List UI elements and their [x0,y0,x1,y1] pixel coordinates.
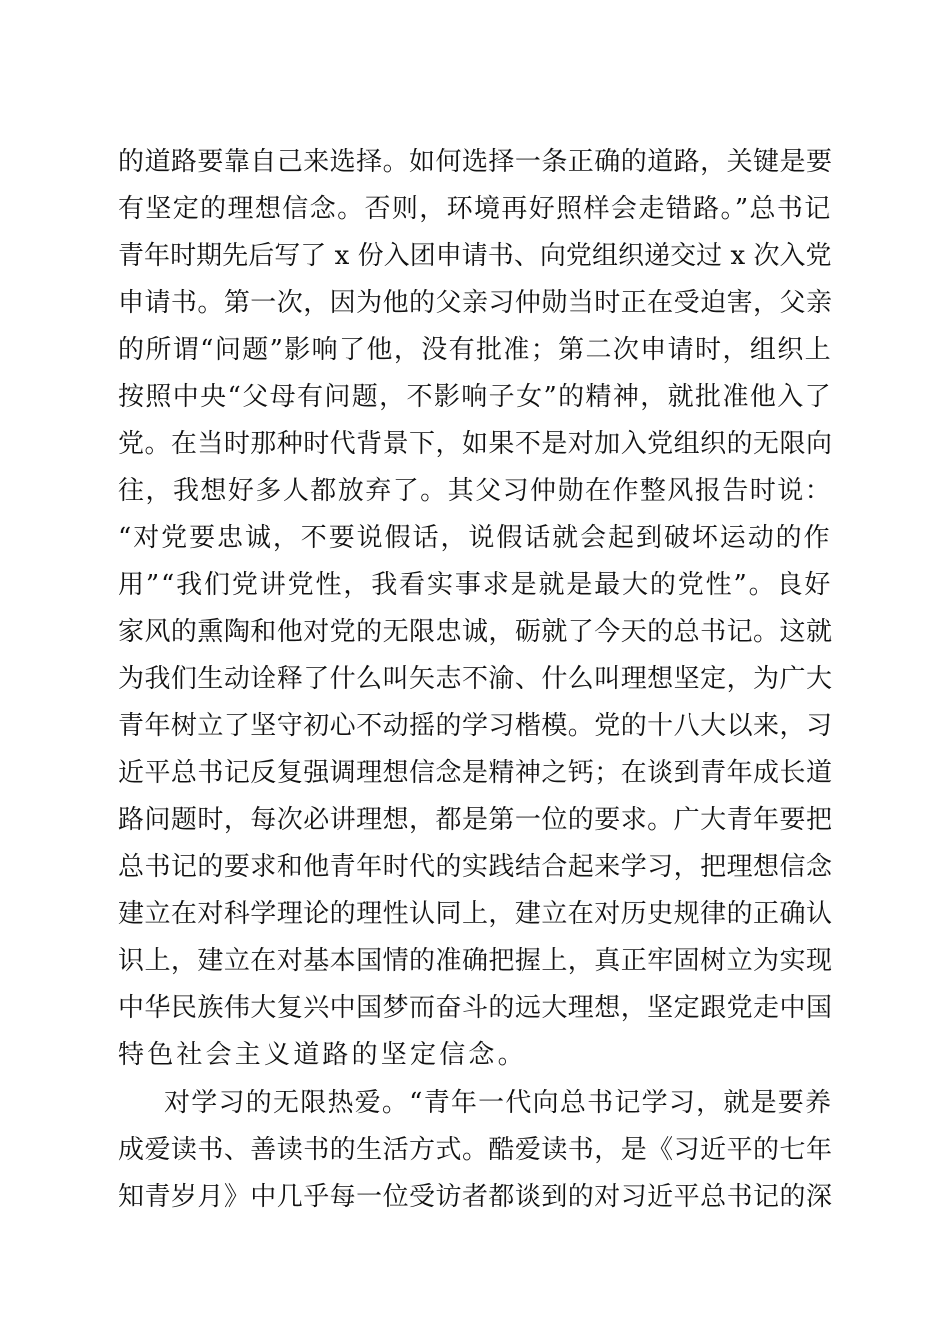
text-line: 中华民族伟大复兴中国梦而奋斗的远大理想，坚定跟党走中国 [118,993,833,1023]
text-line: 特色社会主义道路的坚定信念。 [118,1040,527,1070]
text-line: 为我们生动诠释了什么叫矢志不渝、什么叫理想坚定，为广大 [118,664,833,694]
text-line: 知青岁月》中几乎每一位受访者都谈到的对习近平总书记的深 [118,1182,833,1212]
text-line: 成爱读书、善读书的生活方式。酷爱读书，是《习近平的七年 [118,1135,833,1165]
text-line: 党。在当时那种时代背景下，如果不是对加入党组织的无限向 [118,429,833,459]
text-line: 近平总书记反复强调理想信念是精神之钙；在谈到青年成长道 [118,758,833,788]
text-line: “对党要忠诚，不要说假话，说假话就会起到破坏运动的作 [118,523,832,553]
paragraph-first-line: 对学习的无限热爱。“青年一代向总书记学习，就是要养 [164,1088,833,1118]
text-line: 识上，建立在对基本国情的准确把握上，真正牢固树立为实现 [118,946,833,976]
text-line: 路问题时，每次必讲理想，都是第一位的要求。广大青年要把 [118,805,833,835]
text-line: 家风的熏陶和他对党的无限忠诚，砺就了今天的总书记。这就 [118,617,833,647]
text-line: 的道路要靠自己来选择。如何选择一条正确的道路，关键是要 [118,147,833,177]
text-line: 用”“我们党讲党性，我看实事求是就是最大的党性”。良好 [118,570,833,600]
text-line: 的所谓“问题”影响了他，没有批准；第二次申请时，组织上 [118,335,832,365]
text-line: 青年树立了坚守初心不动摇的学习楷模。党的十八大以来，习 [118,711,833,741]
text-line: 总书记的要求和他青年时代的实践结合起来学习，把理想信念 [118,852,833,882]
text-line: 往，我想好多人都放弃了。其父习仲勋在作整风报告时说： [118,476,833,506]
text-line: 有坚定的理想信念。否则，环境再好照样会走错路。”总书记 [118,194,832,224]
text-line: 青年时期先后写了 x 份入团申请书、向党组织递交过 x 次入党 [118,241,832,271]
text-line: 建立在对科学理论的理性认同上，建立在对历史规律的正确认 [118,899,833,929]
text-line: 申请书。第一次，因为他的父亲习仲勋当时正在受迫害，父亲 [118,288,833,318]
text-line: 按照中央“父母有问题，不影响子女”的精神，就批准他入了 [118,382,832,412]
